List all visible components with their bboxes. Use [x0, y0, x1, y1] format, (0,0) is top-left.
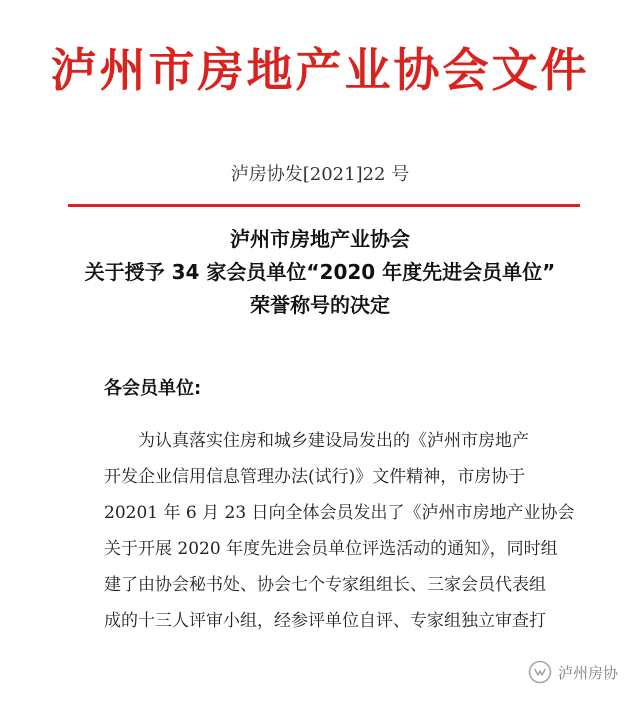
body-paragraph	[104, 423, 604, 639]
document-number: 泸房协发[2021]22 号	[230, 164, 410, 185]
body-line: 为认真落实住房和城乡建设局发出的《泸州市房地产	[138, 431, 529, 451]
wechat-official-account-icon	[528, 660, 552, 684]
title-line: 关于授予 34 家会员单位“2020 年度先进会员单位”	[84, 260, 556, 284]
red-divider	[68, 204, 580, 207]
body-line: 建了由协会秘书处、协会七个专家组组长、三家会员代表组	[104, 575, 546, 595]
watermark-text: 泸州房协	[557, 663, 618, 682]
salutation: 各会员单位:	[104, 378, 202, 399]
title-line: 荣誉称号的决定	[250, 293, 390, 317]
document-title	[0, 223, 640, 322]
masthead-title: 泸州市房地产业协会文件	[50, 43, 590, 97]
body-line: 20201 年 6 月 23 日向全体会员发出了《泸州市房地产业协会	[104, 503, 575, 523]
title-line: 泸州市房地产业协会	[230, 227, 410, 251]
body-line: 成的十三人评审小组，经参评单位自评、专家组独立审查打	[104, 611, 546, 631]
watermark	[528, 660, 618, 684]
body-line: 开发企业信用信息管理办法(试行)》文件精神，市房协于	[104, 467, 526, 487]
body-line: 关于开展 2020 年度先进会员单位评选活动的通知》，同时组	[104, 539, 558, 559]
